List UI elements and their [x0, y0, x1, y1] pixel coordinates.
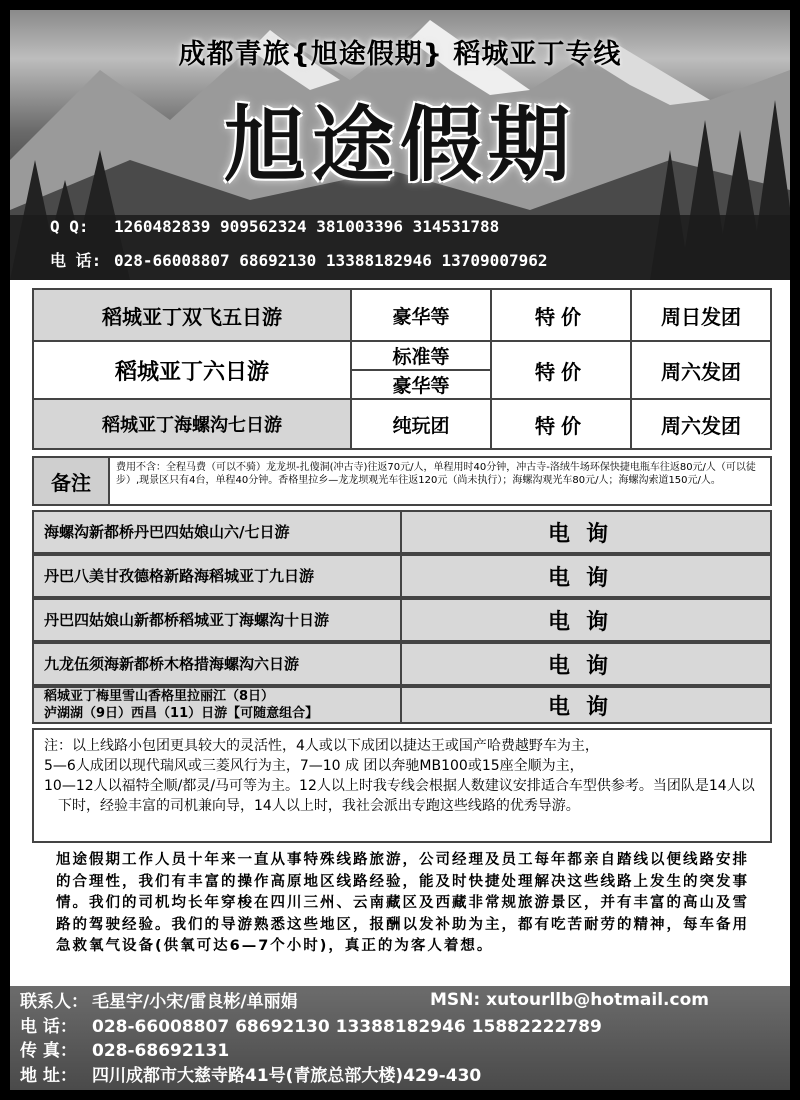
- qq-label: Q Q:: [50, 217, 89, 236]
- top-title: 成都青旅{旭途假期} 稻城亚丁专线: [178, 39, 622, 70]
- tour-grade: 豪华等: [351, 289, 491, 341]
- flyer: [10, 10, 790, 1090]
- route-name: [34, 688, 402, 722]
- table-row: [33, 399, 771, 449]
- qq-numbers: 1260482839 909562324 381003396 314531788: [114, 217, 500, 236]
- phone-label: 电 话：: [20, 1016, 77, 1037]
- phone-label: 电 话:: [50, 251, 102, 270]
- tour-name: 稻城亚丁双飞五日游: [33, 289, 351, 341]
- route-name-line1: 稻城亚丁梅里雪山香格里拉丽江（8日）: [44, 689, 275, 704]
- vehicle-notes: [32, 728, 772, 843]
- address-value: 四川成都市大慈寺路41号(青旅总部大楼)429-430: [92, 1065, 482, 1086]
- note-paragraph: 5—6人成团以现代瑞风或三菱风行为主，7—10 成 团以奔驰MB100或15座全顺为主，: [44, 758, 584, 774]
- table-row: [33, 289, 771, 341]
- tour-price: 特价: [491, 289, 631, 341]
- header-banner: [10, 10, 790, 280]
- contact-label: 联系人：: [20, 992, 88, 1012]
- tour-grade: 标准等: [351, 341, 491, 370]
- remarks-label: 备注: [34, 458, 110, 504]
- remarks-text: 费用不含：全程马费（可以不骑）龙龙坝-扎傻洞(冲古寺)往返70元/人，单程用时40分钟，冲古寺-洛绒牛场环保快捷电瓶车往返80元/人（可以徒步）,现景区只有4台，单程40分钟。香格里拉乡—龙龙坝观光车往返120元（尚未执行）；海螺沟观光车80元/人；海螺沟索道150元/人。: [116, 462, 756, 486]
- route-row: [32, 510, 772, 554]
- tour-departure: 周六发团: [631, 399, 771, 449]
- inquiry-label: 电询: [547, 521, 624, 547]
- inquiry-label: 电询: [547, 565, 624, 591]
- fax-number: 028-68692131: [92, 1041, 230, 1061]
- fax-line: [20, 1039, 790, 1064]
- route-name: 丹巴八美甘孜德格新路海稻城亚丁九日游: [34, 556, 402, 596]
- tour-name: 稻城亚丁六日游: [33, 341, 351, 399]
- note-paragraph: 注：以上线路小包团更具较大的灵活性，4人或以下成团以捷达王或国产哈费越野车为主，: [44, 738, 599, 754]
- inquiry-label: 电询: [547, 609, 624, 635]
- remarks-row: [32, 456, 772, 506]
- route-row: [32, 554, 772, 598]
- intro-paragraph: 旭途假期工作人员十年来一直从事特殊线路旅游，公司经理及员工每年都亲自踏线以便线路安排的合理性，我们有丰富的操作高原地区线路经验，能及时快捷处理解决这些线路上发生的突发事情。我们的司机均长年穿梭在四川三州、云南藏区及西藏非常规旅游景区，并有丰富的高山及雪路的驾驶经验。我们的导游熟悉这些地区，报酬以发补助为主，都有吃苦耐劳的精神，每车备用急救氧气设备(供氧可达6—7个小时)，真正的为客人着想。: [56, 852, 749, 954]
- tour-grade: 豪华等: [351, 370, 491, 399]
- address-label: 地 址：: [20, 1065, 77, 1086]
- tour-departure: 周六发团: [631, 341, 771, 399]
- tour-name: 稻城亚丁海螺沟七日游: [33, 399, 351, 449]
- contact-names: 毛星宇/小宋/雷良彬/单丽娟: [92, 992, 298, 1012]
- footer-contacts: [10, 986, 790, 1090]
- tour-price: 特价: [491, 341, 631, 399]
- tour-price: 特价: [491, 399, 631, 449]
- route-name: 九龙伍须海新都桥木格措海螺沟六日游: [34, 644, 402, 684]
- route-row: [32, 598, 772, 642]
- inquiry-label: 电询: [547, 694, 624, 720]
- inquiry-label: 电询: [547, 653, 624, 679]
- table-row: [33, 341, 771, 370]
- tour-departure: 周日发团: [631, 289, 771, 341]
- route-row: [32, 642, 772, 686]
- address-line: [20, 1064, 790, 1089]
- footer-phone-line: [20, 1015, 790, 1040]
- qq-line: [50, 217, 499, 236]
- phone-numbers: 028-66008807 68692130 13388182946 13709007962: [114, 251, 548, 270]
- note-paragraph: 10—12人以福特全顺/都灵/马可等为主。12人以上时我专线会根据人数建议安排适合车型供参考。当团队是14人以下时，经验丰富的司机兼向导，14人以上时，我社会派出专跑这些线路的优秀导游。: [44, 778, 755, 814]
- company-intro: [56, 850, 756, 958]
- msn-contact: MSN: xutourllb@hotmail.com: [430, 990, 709, 1010]
- brand-title: 旭途假期: [223, 97, 576, 193]
- tour-grade: 纯玩团: [351, 399, 491, 449]
- route-name: 丹巴四姑娘山新都桥稻城亚丁海螺沟十日游: [34, 600, 402, 640]
- route-name: 海螺沟新都桥丹巴四姑娘山六/七日游: [34, 512, 402, 552]
- tours-table: [32, 288, 772, 450]
- phone-numbers: 028-66008807 68692130 13388182946 15882222789: [92, 1016, 602, 1037]
- fax-label: 传 真：: [20, 1041, 77, 1061]
- route-name-line2: 泸湖湖（9日）西昌（11）日游【可随意组合】: [44, 706, 319, 721]
- route-row: [32, 686, 772, 724]
- phone-line: [50, 248, 547, 271]
